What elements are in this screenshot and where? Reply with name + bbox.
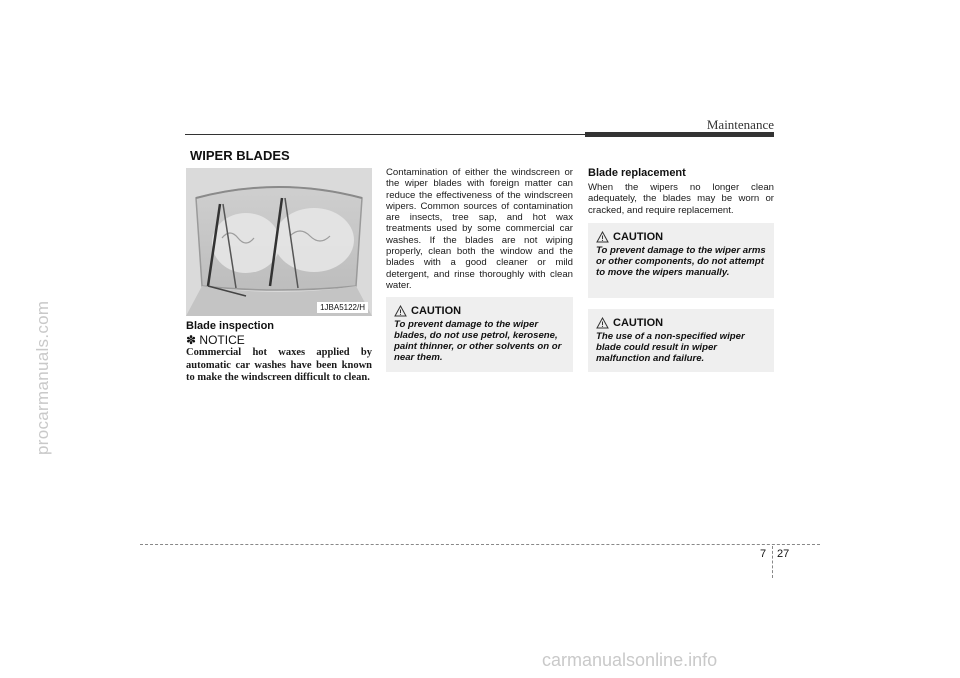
watermark-carmanualsonline: carmanualsonline.info (542, 650, 718, 670)
warning-icon (596, 317, 609, 329)
page-number: 27 (777, 548, 790, 560)
notice-heading (186, 333, 245, 347)
blade-replacement-heading: Blade replacement (588, 167, 686, 179)
footer-divider (772, 546, 773, 578)
warning-icon (596, 231, 609, 243)
contamination-paragraph: Contamination of either the windscreen or the wiper blades with foreign matter can reduce the effectiveness of the windscreen wipers. Common sources of contamination are insects, tree sap, and hot wax treatments used by some commercial car washes. If the blades are not wiping properly, clean both the window and the blades with a good cleaner or mild detergent, and rinse thoroughly with clean water. (386, 167, 573, 291)
header-rule-accent (585, 132, 774, 137)
caution-text: The use of a non-specified wiper blade could result in wiper malfunction and failure. (596, 331, 745, 364)
figure-label: 1JBA5122/H (317, 302, 368, 313)
notice-text: Commercial hot waxes applied by automatic car washes have been known to make the windscreen difficult to clean. (186, 347, 372, 383)
notice-title: NOTICE (199, 333, 245, 347)
caution-title: CAUTION (411, 305, 462, 317)
section-name: Maintenance (706, 117, 774, 132)
caution-text: To prevent damage to the wiper arms or other components, do not attempt to move the wipers manually. (596, 245, 766, 278)
header-rule (185, 134, 585, 135)
warning-icon (394, 305, 407, 317)
caution-box-solvents (386, 297, 573, 372)
chapter-number: 7 (760, 548, 767, 560)
caution-text: To prevent damage to the wiper blades, do not use petrol, kerosene, paint thinner, or other solvents on or near them. (394, 319, 562, 363)
watermark-procarmanuals: procarmanuals.com (33, 300, 52, 455)
replacement-paragraph: When the wipers no longer clean adequately, the blades may be worn or cracked, and require replacement. (588, 182, 774, 216)
caution-title: CAUTION (613, 317, 664, 329)
caution-box-manual-move (588, 223, 774, 298)
windshield-wipers-illustration (186, 168, 372, 316)
footer-rule (140, 544, 820, 545)
notice-symbol-icon: ✽ (186, 333, 197, 347)
caution-box-non-specified (588, 309, 774, 372)
page-title: WIPER BLADES (190, 148, 290, 163)
blade-inspection-heading: Blade inspection (186, 320, 275, 332)
caution-title: CAUTION (613, 231, 664, 243)
wiper-figure (186, 168, 372, 316)
